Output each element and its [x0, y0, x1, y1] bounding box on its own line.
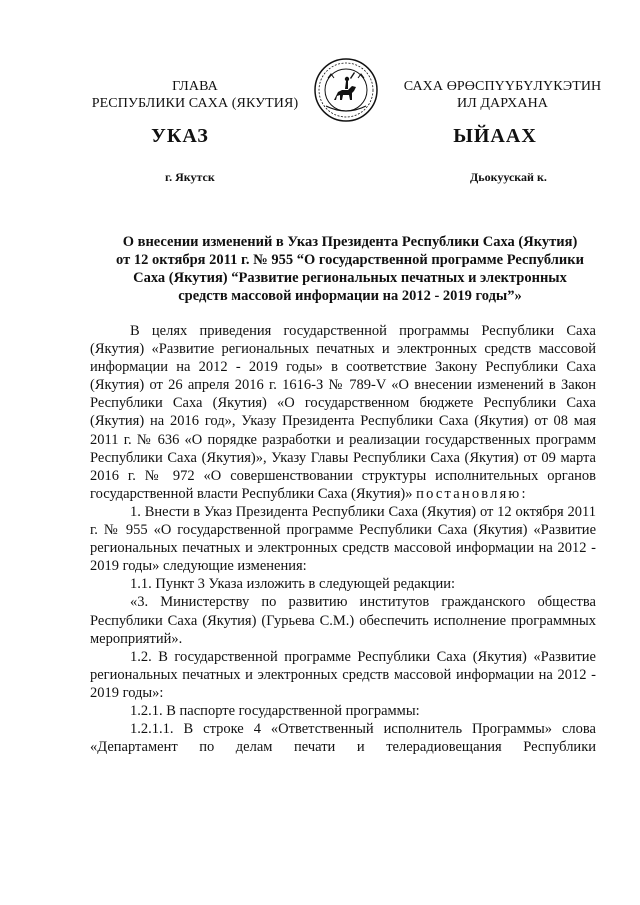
title-line: О внесении изменений в Указ Президента Республики Саха (Якутия): [122, 234, 578, 250]
title-line: Саха (Якутия) “Развитие региональных печатных и электронных: [133, 270, 567, 286]
doc-type-sakha: ЫЙААХ: [453, 125, 537, 147]
header-left-line2: РЕСПУБЛИКИ САХА (ЯКУТИЯ): [91, 96, 299, 111]
paragraph-1-1-quote: «3. Министерству по развитию институтов гражданского общества Республики Саха (Якутия) (Гурьева С.М.) обеспечить исполнение программных мероприятий».: [90, 594, 596, 647]
paragraph-1: 1. Внести в Указ Президента Республики Саха (Якутия) от 12 октября 2011 г. № 955 «О государственной программе Республики Саха (Якутия) «Развитие региональных печатных и электронных средств массовой информации на 2012 - 2019 годы» следующие изменения:: [90, 503, 596, 575]
header-left-block: [75, 78, 315, 112]
paragraph-1-2: 1.2. В государственной программе Республики Саха (Якутия) «Развитие региональных печатных и электронных средств массовой информации на 2012 - 2019 годы»:: [90, 648, 596, 701]
header-right-line1: САХА ӨРӨСПҮҮБҮЛҮКЭТИН: [403, 79, 602, 94]
title-line: от 12 октября 2011 г. № 955 “О государственной программе Республики: [116, 252, 584, 268]
paragraph-1-2-1-1: 1.2.1.1. В строке 4 «Ответственный исполнитель Программы» слова «Департамент по делам печати и телерадиовещания Республики: [90, 721, 596, 756]
title-line: средств массовой информации на 2012 - 2019 годы”»: [178, 288, 522, 304]
header-right-block: [390, 78, 615, 112]
place-sakha: Дьокуускай к.: [470, 170, 547, 184]
decree-body: [90, 322, 596, 756]
paragraph-1-1: 1.1. Пункт 3 Указа изложить в следующей редакции:: [130, 576, 456, 593]
sakha-coat-of-arms-icon: [312, 56, 380, 124]
decree-word: постановляю:: [416, 485, 528, 502]
paragraph-1-2-1: 1.2.1. В паспорте государственной программы:: [130, 702, 420, 719]
header-right-line2: ИЛ ДАРХАНА: [456, 96, 548, 111]
header-left-line1: ГЛАВА: [172, 79, 218, 94]
intro-paragraph: [90, 322, 596, 503]
doc-type-ru: УКАЗ: [151, 125, 209, 147]
place-ru: г. Якутск: [165, 170, 215, 184]
intro-text: В целях приведения государственной программы Республики Саха (Якутия) «Развитие региональных печатных и электронных средств массовой информации на 2012 - 2019 годы» в соответствие Закону Республики Саха (Якутия) от 26 апреля 2016 г. 1616-З № 789-V «О внесении изменений в Закон Республики Саха (Якутия) «О государственном бюджете Республики Саха (Якутия) на 2016 год», Указу Президента Республики Саха (Якутия) от 08 мая 2011 г. № 636 «О порядке разработки и реализации государственных программ Республики Саха (Якутия)», Указу Главы Республики Саха (Якутия) от 09 марта 2016 г. № 972 «О совершенствовании структуры исполнительных органов государственной власти Республики Саха (Якутия)»: [90, 323, 596, 502]
decree-title: [80, 233, 620, 305]
